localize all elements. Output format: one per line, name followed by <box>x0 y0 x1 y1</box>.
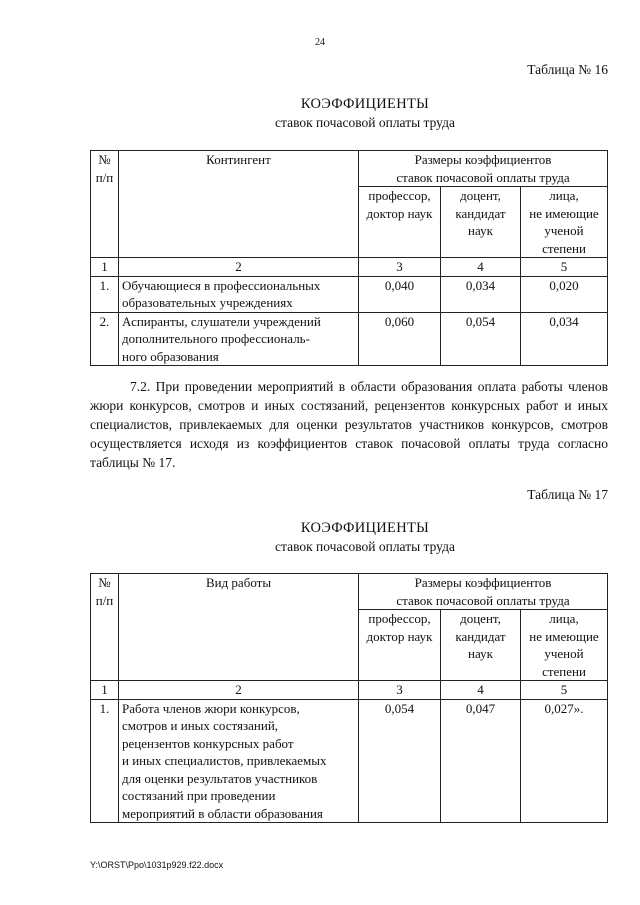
table-row <box>91 699 608 823</box>
table-row <box>91 276 608 312</box>
header-docent: доцент, кандидат наук <box>441 187 521 258</box>
row-name: Аспиранты, слушатели учреждений дополнительного профессиональ- ного образования <box>119 312 359 366</box>
column-number: 4 <box>441 681 521 700</box>
page-number: 24 <box>315 37 325 48</box>
header-no-degree: лица, не имеющие ученой степени <box>521 610 608 681</box>
header-no-degree: лица, не имеющие ученой степени <box>521 187 608 258</box>
row-value-professor: 0,060 <box>359 312 441 366</box>
header-coef-sizes: Размеры коэффициентов ставок почасовой оплаты труда <box>359 574 608 610</box>
column-number: 5 <box>521 681 608 700</box>
row-value-professor: 0,054 <box>359 699 441 823</box>
column-number: 5 <box>521 258 608 277</box>
column-number: 2 <box>119 258 359 277</box>
header-docent: доцент, кандидат наук <box>441 610 521 681</box>
header-contingent: Контингент <box>119 151 359 258</box>
header-coef-sizes: Размеры коэффициентов ставок почасовой оплаты труда <box>359 151 608 187</box>
header-num: № п/п <box>91 574 119 681</box>
column-number: 1 <box>91 681 119 700</box>
column-number: 3 <box>359 258 441 277</box>
table-17-heading <box>0 520 640 555</box>
row-value-docent: 0,054 <box>441 312 521 366</box>
row-value-no-degree: 0,027». <box>521 699 608 823</box>
row-name: Обучающиеся в профессиональных образовательных учреждениях <box>119 276 359 312</box>
row-num: 1. <box>91 699 119 823</box>
row-num: 1. <box>91 276 119 312</box>
header-professor: профессор, доктор наук <box>359 610 441 681</box>
table-17-label: Таблица № 17 <box>527 487 608 502</box>
table-16-label: Таблица № 16 <box>527 62 608 77</box>
body-paragraph: 7.2. При проведении мероприятий в области образования оплата работы членов жюри конкурсов, смотров и иных состязаний, рецензентов конкурсных работ и иных специалистов, привлекаемых для оценки результатов участников конкурсов, смотров осуществляется исходя из коэффициентов ставок почасовой оплаты труда согласно таблицы № 17. <box>90 379 608 470</box>
table-16-subtitle: ставок почасовой оплаты труда <box>275 115 455 130</box>
header-num: № п/п <box>91 151 119 258</box>
header-work-type: Вид работы <box>119 574 359 681</box>
table-row <box>91 312 608 366</box>
row-num: 2. <box>91 312 119 366</box>
row-value-docent: 0,047 <box>441 699 521 823</box>
column-number-row <box>91 681 608 700</box>
column-number: 4 <box>441 258 521 277</box>
footer-file-path: Y:\ORST\Ppo\1031p929.f22.docx <box>90 860 224 870</box>
column-number-row <box>91 258 608 277</box>
row-value-professor: 0,040 <box>359 276 441 312</box>
coefficients-table-16 <box>90 150 608 366</box>
table-16-title: КОЭФФИЦИЕНТЫ <box>300 96 430 112</box>
table-16-heading <box>0 96 640 131</box>
coefficients-table-17 <box>90 573 608 823</box>
row-value-docent: 0,034 <box>441 276 521 312</box>
row-value-no-degree: 0,034 <box>521 312 608 366</box>
column-number: 2 <box>119 681 359 700</box>
header-professor: профессор, доктор наук <box>359 187 441 258</box>
column-number: 3 <box>359 681 441 700</box>
table-17-title: КОЭФФИЦИЕНТЫ <box>300 520 430 536</box>
row-value-no-degree: 0,020 <box>521 276 608 312</box>
row-name: Работа членов жюри конкурсов, смотров и иных состязаний, рецензентов конкурсных работ и иных специалистов, привлекаемых для оценки результатов участников состязаний при проведении мероприятий в области образования <box>119 699 359 823</box>
column-number: 1 <box>91 258 119 277</box>
table-17-subtitle: ставок почасовой оплаты труда <box>275 539 455 554</box>
